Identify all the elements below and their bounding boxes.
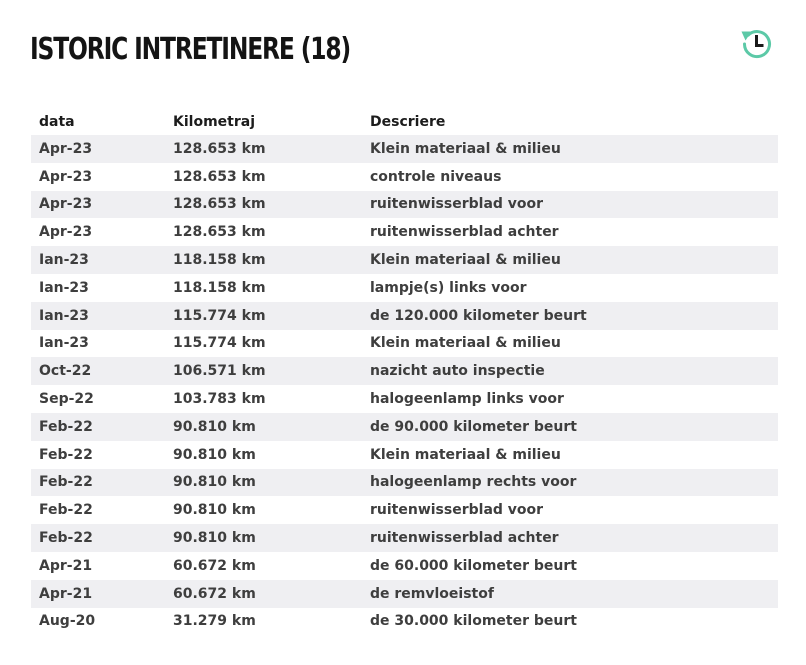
cell-description: de 120.000 kilometer beurt xyxy=(362,302,778,330)
table-row xyxy=(31,524,778,552)
cell-description: halogeenlamp links voor xyxy=(362,385,778,413)
cell-date: Feb-22 xyxy=(31,413,165,441)
table-row xyxy=(31,385,778,413)
cell-km: 106.571 km xyxy=(165,357,362,385)
table-row xyxy=(31,302,778,330)
table-row xyxy=(31,357,778,385)
cell-description: de 60.000 kilometer beurt xyxy=(362,552,778,580)
cell-km: 90.810 km xyxy=(165,413,362,441)
column-header-date: data xyxy=(39,113,75,130)
cell-date: Feb-22 xyxy=(31,469,165,497)
cell-km: 90.810 km xyxy=(165,441,362,469)
cell-km: 90.810 km xyxy=(165,469,362,497)
cell-date: Ian-23 xyxy=(31,302,165,330)
cell-description: Klein materiaal & milieu xyxy=(362,246,778,274)
table-row xyxy=(31,580,778,608)
cell-date: Sep-22 xyxy=(31,385,165,413)
table-row xyxy=(31,163,778,191)
cell-km: 103.783 km xyxy=(165,385,362,413)
table-row xyxy=(31,552,778,580)
cell-km: 115.774 km xyxy=(165,330,362,358)
table-row xyxy=(31,469,778,497)
cell-km: 90.810 km xyxy=(165,524,362,552)
cell-date: Apr-21 xyxy=(31,552,165,580)
column-header-km: Kilometraj xyxy=(173,113,255,130)
cell-description: de 90.000 kilometer beurt xyxy=(362,413,778,441)
table-row xyxy=(31,608,778,636)
cell-date: Feb-22 xyxy=(31,524,165,552)
cell-date: Apr-23 xyxy=(31,135,165,163)
cell-description: ruitenwisserblad achter xyxy=(362,524,778,552)
history-icon xyxy=(736,24,776,64)
table-header-row xyxy=(31,108,778,135)
column-header-description: Descriere xyxy=(370,113,446,130)
cell-description: Klein materiaal & milieu xyxy=(362,135,778,163)
maintenance-history-table xyxy=(31,108,778,635)
cell-date: Feb-22 xyxy=(31,496,165,524)
cell-date: Ian-23 xyxy=(31,330,165,358)
table-row xyxy=(31,135,778,163)
cell-date: Apr-23 xyxy=(31,191,165,219)
cell-description: controle niveaus xyxy=(362,163,778,191)
cell-description: lampje(s) links voor xyxy=(362,274,778,302)
cell-km: 128.653 km xyxy=(165,135,362,163)
cell-km: 128.653 km xyxy=(165,218,362,246)
cell-description: nazicht auto inspectie xyxy=(362,357,778,385)
cell-km: 118.158 km xyxy=(165,246,362,274)
page-title: ISTORIC INTRETINERE (18) xyxy=(30,32,350,67)
cell-date: Aug-20 xyxy=(31,608,165,636)
cell-km: 60.672 km xyxy=(165,580,362,608)
table-row xyxy=(31,218,778,246)
cell-date: Apr-21 xyxy=(31,580,165,608)
cell-km: 60.672 km xyxy=(165,552,362,580)
cell-km: 31.279 km xyxy=(165,608,362,636)
cell-description: Klein materiaal & milieu xyxy=(362,441,778,469)
cell-description: Klein materiaal & milieu xyxy=(362,330,778,358)
cell-km: 128.653 km xyxy=(165,163,362,191)
cell-date: Ian-23 xyxy=(31,274,165,302)
cell-km: 128.653 km xyxy=(165,191,362,219)
table-row xyxy=(31,413,778,441)
cell-description: ruitenwisserblad voor xyxy=(362,191,778,219)
cell-date: Oct-22 xyxy=(31,357,165,385)
cell-km: 90.810 km xyxy=(165,496,362,524)
table-row xyxy=(31,191,778,219)
cell-date: Apr-23 xyxy=(31,163,165,191)
cell-description: ruitenwisserblad voor xyxy=(362,496,778,524)
cell-date: Apr-23 xyxy=(31,218,165,246)
table-row xyxy=(31,246,778,274)
cell-description: de remvloeistof xyxy=(362,580,778,608)
cell-date: Ian-23 xyxy=(31,246,165,274)
table-row xyxy=(31,330,778,358)
table-row xyxy=(31,441,778,469)
table-row xyxy=(31,274,778,302)
table-row xyxy=(31,496,778,524)
cell-description: ruitenwisserblad achter xyxy=(362,218,778,246)
cell-date: Feb-22 xyxy=(31,441,165,469)
cell-description: halogeenlamp rechts voor xyxy=(362,469,778,497)
cell-description: de 30.000 kilometer beurt xyxy=(362,608,778,636)
cell-km: 118.158 km xyxy=(165,274,362,302)
history-button[interactable] xyxy=(734,22,778,66)
cell-km: 115.774 km xyxy=(165,302,362,330)
